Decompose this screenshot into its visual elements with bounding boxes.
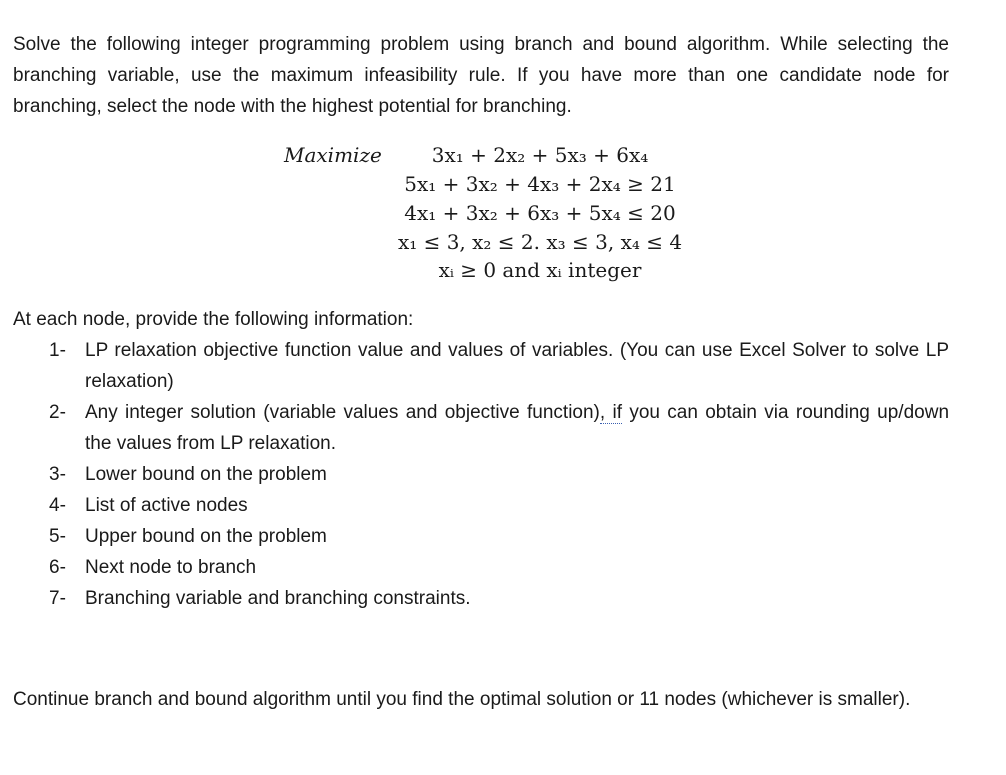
list-text: Lower bound on the problem xyxy=(85,464,327,485)
objective-label: Maximize xyxy=(284,143,382,167)
list-item xyxy=(13,490,949,521)
grammar-underline[interactable]: , if xyxy=(599,402,622,423)
list-number: 4- xyxy=(49,495,66,516)
intro-paragraph: Solve the following integer programming problem using branch and bound algorithm. While selecting the branching variable, use the maximum infeasibility rule. If you have more than one candidate node for branching, select the node with the highest potential for branching. xyxy=(13,34,949,117)
info-lead: At each node, provide the following information: xyxy=(13,309,414,330)
list-number: 1- xyxy=(49,340,66,361)
list-number: 2- xyxy=(49,402,66,423)
list-item xyxy=(13,552,949,583)
list-item xyxy=(13,583,949,614)
list-text: Upper bound on the problem xyxy=(85,526,327,547)
constraint-1: 5x₁ + 3x₂ + 4x₃ + 2x₄ ≥ 21 xyxy=(404,172,676,196)
list-text: Next node to branch xyxy=(85,557,257,578)
list-number: 6- xyxy=(49,557,66,578)
variable-bounds: x₁ ≤ 3, x₂ ≤ 2. x₃ ≤ 3, x₄ ≤ 4 xyxy=(397,230,683,254)
task-list xyxy=(13,335,949,614)
list-text: List of active nodes xyxy=(85,495,248,516)
list-item xyxy=(13,335,949,397)
list-text: Branching variable and branching constraints. xyxy=(85,588,471,609)
list-text: LP relaxation objective function value and values of variables. (You can use Excel Solver to solve LP relaxation) xyxy=(85,340,949,392)
closing-paragraph: Continue branch and bound algorithm until you find the optimal solution or 11 nodes (whichever is smaller). xyxy=(13,689,911,710)
domain-constraint: xᵢ ≥ 0 and xᵢ integer xyxy=(438,258,642,282)
list-item xyxy=(13,521,949,552)
constraint-2: 4x₁ + 3x₂ + 6x₃ + 5x₄ ≤ 20 xyxy=(404,201,676,225)
list-number: 7- xyxy=(49,588,66,609)
objective-function: 3x₁ + 2x₂ + 5x₃ + 6x₄ xyxy=(431,143,649,167)
list-number: 3- xyxy=(49,464,66,485)
list-text-continued: you can obtain via rounding up/down the values from LP relaxation. xyxy=(85,402,950,454)
list-item xyxy=(13,459,949,490)
list-text: Any integer solution (variable values and objective function) xyxy=(85,402,600,423)
list-number: 5- xyxy=(49,526,66,547)
list-item xyxy=(13,397,949,459)
